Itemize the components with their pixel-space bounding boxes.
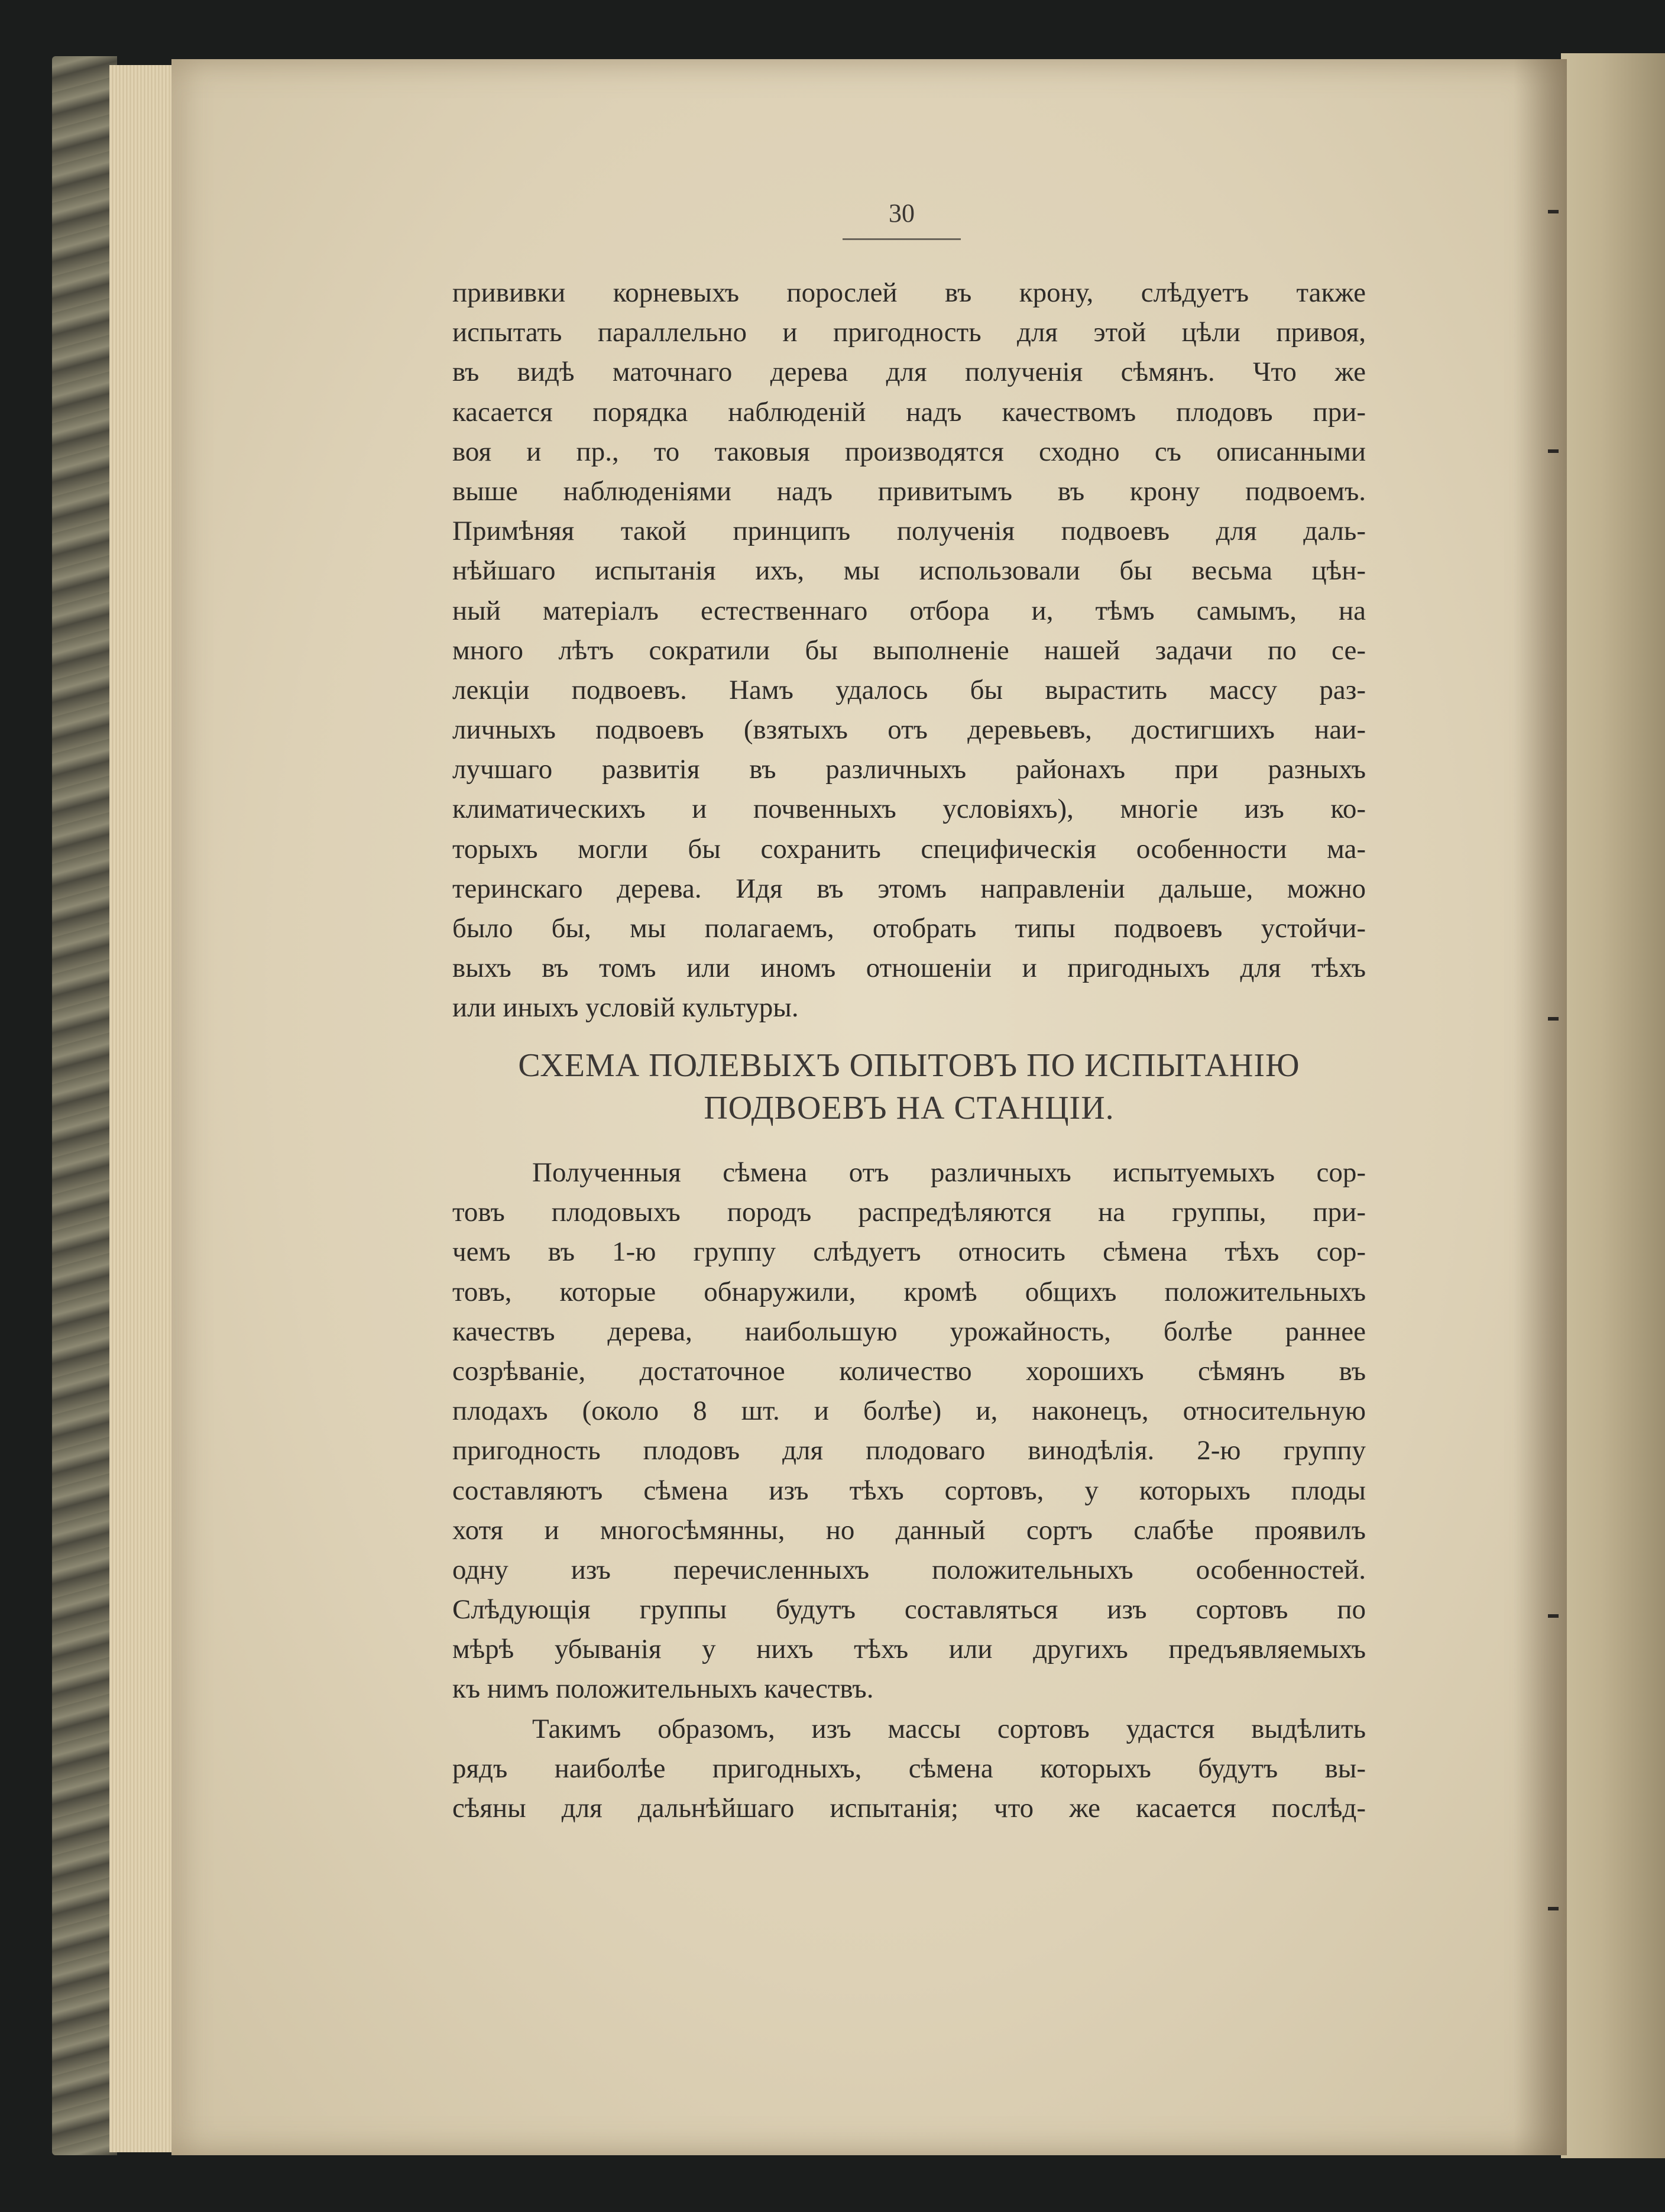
text-line: качествъ дерева, наибольшую урожайность, болѣе раннее	[452, 1316, 1366, 1347]
text-line: Примѣняя такой принципъ полученія подвоевъ для даль-	[452, 516, 1366, 547]
paragraph-2-3	[452, 1153, 1366, 1828]
text-line: чемъ въ 1-ю группу слѣдуетъ относить сѣмена тѣхъ сор-	[452, 1236, 1366, 1268]
text-line: теринскаго дерева. Идя въ этомъ направленіи дальше, можно	[452, 873, 1366, 904]
text-line: касается порядка наблюденій надъ качествомъ плодовъ при-	[452, 396, 1366, 427]
text-line: пригодность плодовъ для плодоваго винодѣлія. 2-ю группу	[452, 1435, 1366, 1466]
page-edges	[109, 65, 174, 2152]
text-line: въ видѣ маточнаго дерева для полученія сѣмянъ. Что же	[452, 357, 1366, 388]
text-line: Такимъ образомъ, изъ массы сортовъ удастся выдѣлить	[532, 1713, 1366, 1744]
section-heading-line-1: СХЕМА ПОЛЕВЫХЪ ОПЫТОВЪ ПО ИСПЫТАНІЮ	[518, 1047, 1300, 1084]
page-number-rule	[843, 238, 961, 240]
text-line: плодахъ (около 8 шт. и болѣе) и, наконецъ, относительную	[452, 1395, 1366, 1427]
text-line: созрѣваніе, достаточное количество хорошихъ сѣмянъ въ	[452, 1355, 1366, 1387]
text-line: ный матеріалъ естественнаго отбора и, тѣмъ самымъ, на	[452, 595, 1366, 626]
text-line: климатическихъ и почвенныхъ условіяхъ), многіе изъ ко-	[452, 794, 1366, 825]
text-line: рядъ наиболѣе пригодныхъ, сѣмена которыхъ будутъ вы-	[452, 1753, 1366, 1784]
text-line: выше наблюденіями надъ привитымъ въ крону подвоемъ.	[452, 475, 1366, 507]
text-line: испытать параллельно и пригодность для этой цѣли привоя,	[452, 317, 1366, 348]
text-line: мѣрѣ убыванія у нихъ тѣхъ или другихъ предъявляемыхъ	[452, 1634, 1366, 1665]
text-line: къ нимъ положительныхъ качествъ.	[452, 1673, 874, 1705]
text-line: составляютъ сѣмена изъ тѣхъ сортовъ, у которыхъ плоды	[452, 1475, 1366, 1506]
text-line: нѣйшаго испытанія ихъ, мы использовали бы весьма цѣн-	[452, 555, 1366, 587]
text-line: одну изъ перечисленныхъ положительныхъ особенностей.	[452, 1554, 1366, 1585]
margin-mark	[1548, 449, 1559, 453]
text-line: воя и пр., то таковыя производятся сходно съ описанными	[452, 436, 1366, 467]
gutter-shadow	[1514, 59, 1567, 2155]
text-line: хотя и многосѣмянны, но данный сортъ слабѣе проявилъ	[452, 1514, 1366, 1546]
margin-mark	[1548, 1017, 1559, 1021]
text-line: сѣяны для дальнѣйшаго испытанія; что же касается послѣд-	[452, 1793, 1366, 1824]
text-line: лучшаго развитія въ различныхъ районахъ при разныхъ	[452, 754, 1366, 785]
text-line: Полученныя сѣмена отъ различныхъ испытуемыхъ сор-	[532, 1157, 1366, 1188]
text-line: личныхъ подвоевъ (взятыхъ отъ деревьевъ, достигшихъ наи-	[452, 714, 1366, 746]
book-cover-right	[1561, 53, 1665, 2158]
margin-mark	[1548, 210, 1559, 213]
text-line: много лѣтъ сократили бы выполненіе нашей задачи по се-	[452, 634, 1366, 666]
page-number: 30	[889, 199, 915, 228]
paragraph-1	[452, 273, 1366, 1028]
text-line: товъ, которые обнаружили, кромѣ общихъ положительныхъ	[452, 1276, 1366, 1307]
text-line: выхъ въ томъ или иномъ отношеніи и пригодныхъ для тѣхъ	[452, 953, 1366, 984]
section-heading-line-2: ПОДВОЕВЪ НА СТАНЦІИ.	[704, 1090, 1115, 1126]
text-line: товъ плодовыхъ породъ распредѣляются на группы, при-	[452, 1197, 1366, 1228]
book-cover-left	[52, 56, 117, 2155]
margin-mark	[1548, 1614, 1559, 1618]
text-line: или иныхъ условій культуры.	[452, 992, 799, 1024]
margin-mark	[1548, 1907, 1559, 1910]
text-line: лекціи подвоевъ. Намъ удалось бы вырастить массу раз-	[452, 674, 1366, 705]
text-line: Слѣдующія группы будутъ составляться изъ сортовъ по	[452, 1594, 1366, 1625]
text-line: было бы, мы полагаемъ, отобрать типы подвоевъ устойчи-	[452, 913, 1366, 944]
text-line: прививки корневыхъ порослей въ крону, слѣдуетъ также	[452, 277, 1366, 308]
text-line: торыхъ могли бы сохранить специфическія особенности ма-	[452, 833, 1366, 864]
